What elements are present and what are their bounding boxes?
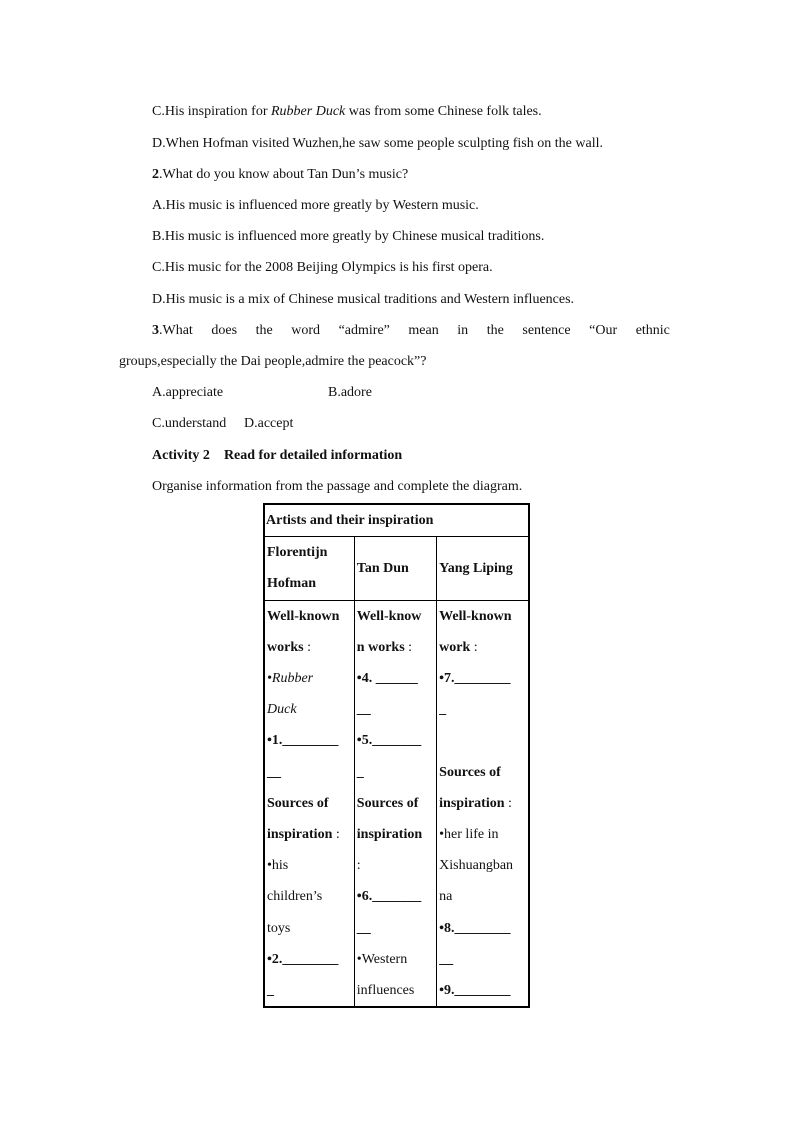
header-hofman-line: Florentijn bbox=[267, 545, 328, 561]
q3-stem-word: in bbox=[457, 323, 469, 338]
diagram-line-text: •7.________ bbox=[439, 671, 511, 687]
q1-option-d: D.When Hofman visited Wuzhen,he saw some people sculpting fish on the wall. bbox=[152, 136, 603, 151]
q3-stem-word: the bbox=[255, 323, 273, 338]
diagram-line-text: Sources of bbox=[356, 795, 419, 811]
q3-stem-word: mean bbox=[408, 323, 439, 338]
diagram-line-text: •her life in bbox=[439, 827, 499, 843]
diagram-line bbox=[439, 819, 526, 850]
diagram-line bbox=[267, 850, 352, 881]
diagram-line-text: children’s bbox=[267, 889, 323, 905]
q2-option-c: C.His music for the 2008 Beijing Olympics is his first opera. bbox=[152, 260, 493, 275]
q3-stem-word: the bbox=[486, 323, 504, 338]
diagram-line-text: •Rubber bbox=[267, 671, 314, 687]
diagram-line-text: _ bbox=[439, 702, 447, 718]
header-tan-dun-text: Tan Dun bbox=[356, 560, 409, 576]
diagram-line-text: Well-known bbox=[439, 608, 512, 624]
q3-stem-word: “admire” bbox=[338, 323, 390, 338]
diagram-line-text: na bbox=[439, 889, 453, 905]
diagram-line-text: Well-know bbox=[356, 608, 422, 624]
diagram-line bbox=[267, 725, 352, 756]
q3-stem-word: sentence bbox=[522, 323, 571, 338]
header-yang-liping bbox=[437, 537, 529, 600]
q3-option-d: D.accept bbox=[244, 416, 294, 431]
q1-option-c-suffix: was from some Chinese folk tales. bbox=[345, 104, 542, 119]
diagram-line-text: Sources of bbox=[439, 764, 501, 780]
diagram-line-text: : bbox=[356, 858, 361, 874]
q1-option-c bbox=[152, 102, 542, 122]
q3-option-a: A.appreciate bbox=[152, 385, 224, 400]
q2-number: 2 bbox=[152, 167, 159, 182]
diagram-line-text: inspiration bbox=[356, 827, 423, 843]
diagram-line-suffix: : bbox=[470, 639, 478, 655]
diagram-line bbox=[267, 819, 352, 850]
diagram-line bbox=[357, 757, 434, 788]
q2-stem bbox=[152, 165, 408, 185]
column-yang-liping bbox=[437, 600, 529, 1007]
q1-option-c-title: Rubber Duck bbox=[271, 104, 346, 119]
diagram-line bbox=[267, 881, 352, 912]
diagram-line bbox=[267, 913, 352, 944]
diagram-title: Artists and their inspiration bbox=[266, 513, 434, 528]
q3-stem-word: “Our bbox=[589, 323, 618, 338]
diagram-line-text: Sources of bbox=[267, 795, 329, 811]
diagram-line-text: inspiration bbox=[267, 827, 333, 843]
diagram-line-text: __ bbox=[356, 702, 371, 718]
diagram-line-text: inspiration bbox=[439, 795, 505, 811]
diagram-title-cell bbox=[264, 504, 529, 537]
diagram-line bbox=[267, 632, 352, 663]
activity-title: Read for detailed information bbox=[223, 448, 403, 463]
diagram-line-text: toys bbox=[267, 920, 291, 936]
diagram-line-text: •5._______ bbox=[356, 733, 422, 749]
diagram-line bbox=[357, 663, 434, 694]
diagram-line bbox=[267, 757, 352, 788]
diagram-line bbox=[357, 819, 434, 850]
diagram-line bbox=[267, 601, 352, 632]
diagram-line bbox=[439, 663, 526, 694]
diagram-line-text: work bbox=[439, 639, 471, 655]
diagram-line-text: •1.________ bbox=[267, 733, 339, 749]
diagram-line-suffix: : bbox=[303, 639, 311, 655]
diagram-line bbox=[439, 757, 526, 788]
diagram-line bbox=[357, 632, 434, 663]
diagram-line bbox=[357, 944, 434, 975]
diagram-line-text: influences bbox=[356, 983, 415, 999]
q3-option-b: B.adore bbox=[328, 385, 372, 400]
header-yang-liping-text: Yang Liping bbox=[439, 560, 513, 576]
diagram-line bbox=[439, 850, 526, 881]
q2-option-a: A.His music is influenced more greatly by Western music. bbox=[152, 198, 479, 213]
header-hofman bbox=[264, 537, 354, 600]
q3-stem-line1 bbox=[152, 321, 670, 341]
diagram-line bbox=[439, 788, 526, 819]
diagram-line-text: _ bbox=[267, 983, 274, 999]
diagram-line-text: Xishuangban bbox=[439, 858, 514, 874]
diagram-line-suffix: : bbox=[504, 795, 512, 811]
diagram-line bbox=[357, 694, 434, 725]
diagram-line bbox=[439, 913, 526, 944]
q2-option-b: B.His music is influenced more greatly by Chinese musical traditions. bbox=[152, 229, 545, 244]
diagram-line bbox=[267, 975, 352, 1006]
q2-option-d: D.His music is a mix of Chinese musical traditions and Western influences. bbox=[152, 292, 575, 307]
q3-number: 3 bbox=[152, 323, 159, 338]
header-hofman-line: Hofman bbox=[267, 576, 316, 592]
diagram-line-text: •2.________ bbox=[267, 951, 339, 967]
diagram-line-text: _ bbox=[356, 764, 364, 780]
activity-label: Activity 2 bbox=[152, 448, 210, 463]
diagram-line-text: Well-known bbox=[267, 608, 340, 624]
q3-stem-line2: groups,especially the Dai people,admire the peacock”? bbox=[119, 354, 427, 369]
column-hofman bbox=[264, 600, 354, 1007]
diagram-line bbox=[357, 850, 434, 881]
diagram-line-text: •Western bbox=[356, 951, 408, 967]
diagram-line bbox=[357, 788, 434, 819]
diagram-line-text: __ bbox=[439, 951, 454, 967]
diagram-line bbox=[267, 944, 352, 975]
q3-stem-word: ethnic bbox=[635, 323, 670, 338]
diagram-line-text: __ bbox=[356, 920, 371, 936]
diagram-line bbox=[439, 975, 526, 1006]
column-tan-dun bbox=[354, 600, 436, 1007]
diagram-line-text: •his bbox=[267, 858, 289, 874]
diagram-line bbox=[439, 944, 526, 975]
q3-option-c: C.understand bbox=[152, 416, 227, 431]
q3-stem-word: 3.What bbox=[152, 323, 193, 338]
diagram-line-suffix: : bbox=[404, 639, 413, 655]
diagram-line-text: Duck bbox=[267, 702, 297, 718]
diagram-line bbox=[439, 601, 526, 632]
diagram-line-text: •4. ______ bbox=[356, 671, 418, 687]
q2-stem-text: .What do you know about Tan Dun’s music? bbox=[159, 167, 409, 182]
diagram-line-suffix: : bbox=[332, 827, 340, 843]
diagram-line bbox=[357, 725, 434, 756]
diagram-line-text: •8.________ bbox=[439, 920, 511, 936]
diagram-line-text: n works bbox=[356, 639, 405, 655]
diagram-line bbox=[439, 725, 526, 756]
diagram-line bbox=[267, 788, 352, 819]
header-tan-dun bbox=[354, 537, 436, 600]
activity-heading bbox=[152, 446, 402, 466]
diagram-line-text: •9.________ bbox=[439, 983, 511, 999]
diagram-line-text: __ bbox=[267, 764, 281, 780]
q3-stem-word: does bbox=[211, 323, 238, 338]
diagram-line bbox=[267, 694, 352, 725]
diagram-line bbox=[357, 881, 434, 912]
diagram-line-text: •6._______ bbox=[356, 889, 422, 905]
activity-instruction: Organise information from the passage and complete the diagram. bbox=[152, 479, 523, 494]
diagram-line bbox=[439, 632, 526, 663]
q3-stem-word: word bbox=[291, 323, 321, 338]
diagram-line bbox=[267, 663, 352, 694]
diagram-line bbox=[439, 694, 526, 725]
artists-diagram bbox=[263, 503, 530, 1008]
diagram-line bbox=[357, 601, 434, 632]
diagram-line bbox=[357, 975, 434, 1006]
q1-option-c-prefix: C.His inspiration for bbox=[152, 104, 271, 119]
diagram-line bbox=[439, 881, 526, 912]
diagram-line-text: works bbox=[267, 639, 304, 655]
diagram-line bbox=[357, 913, 434, 944]
